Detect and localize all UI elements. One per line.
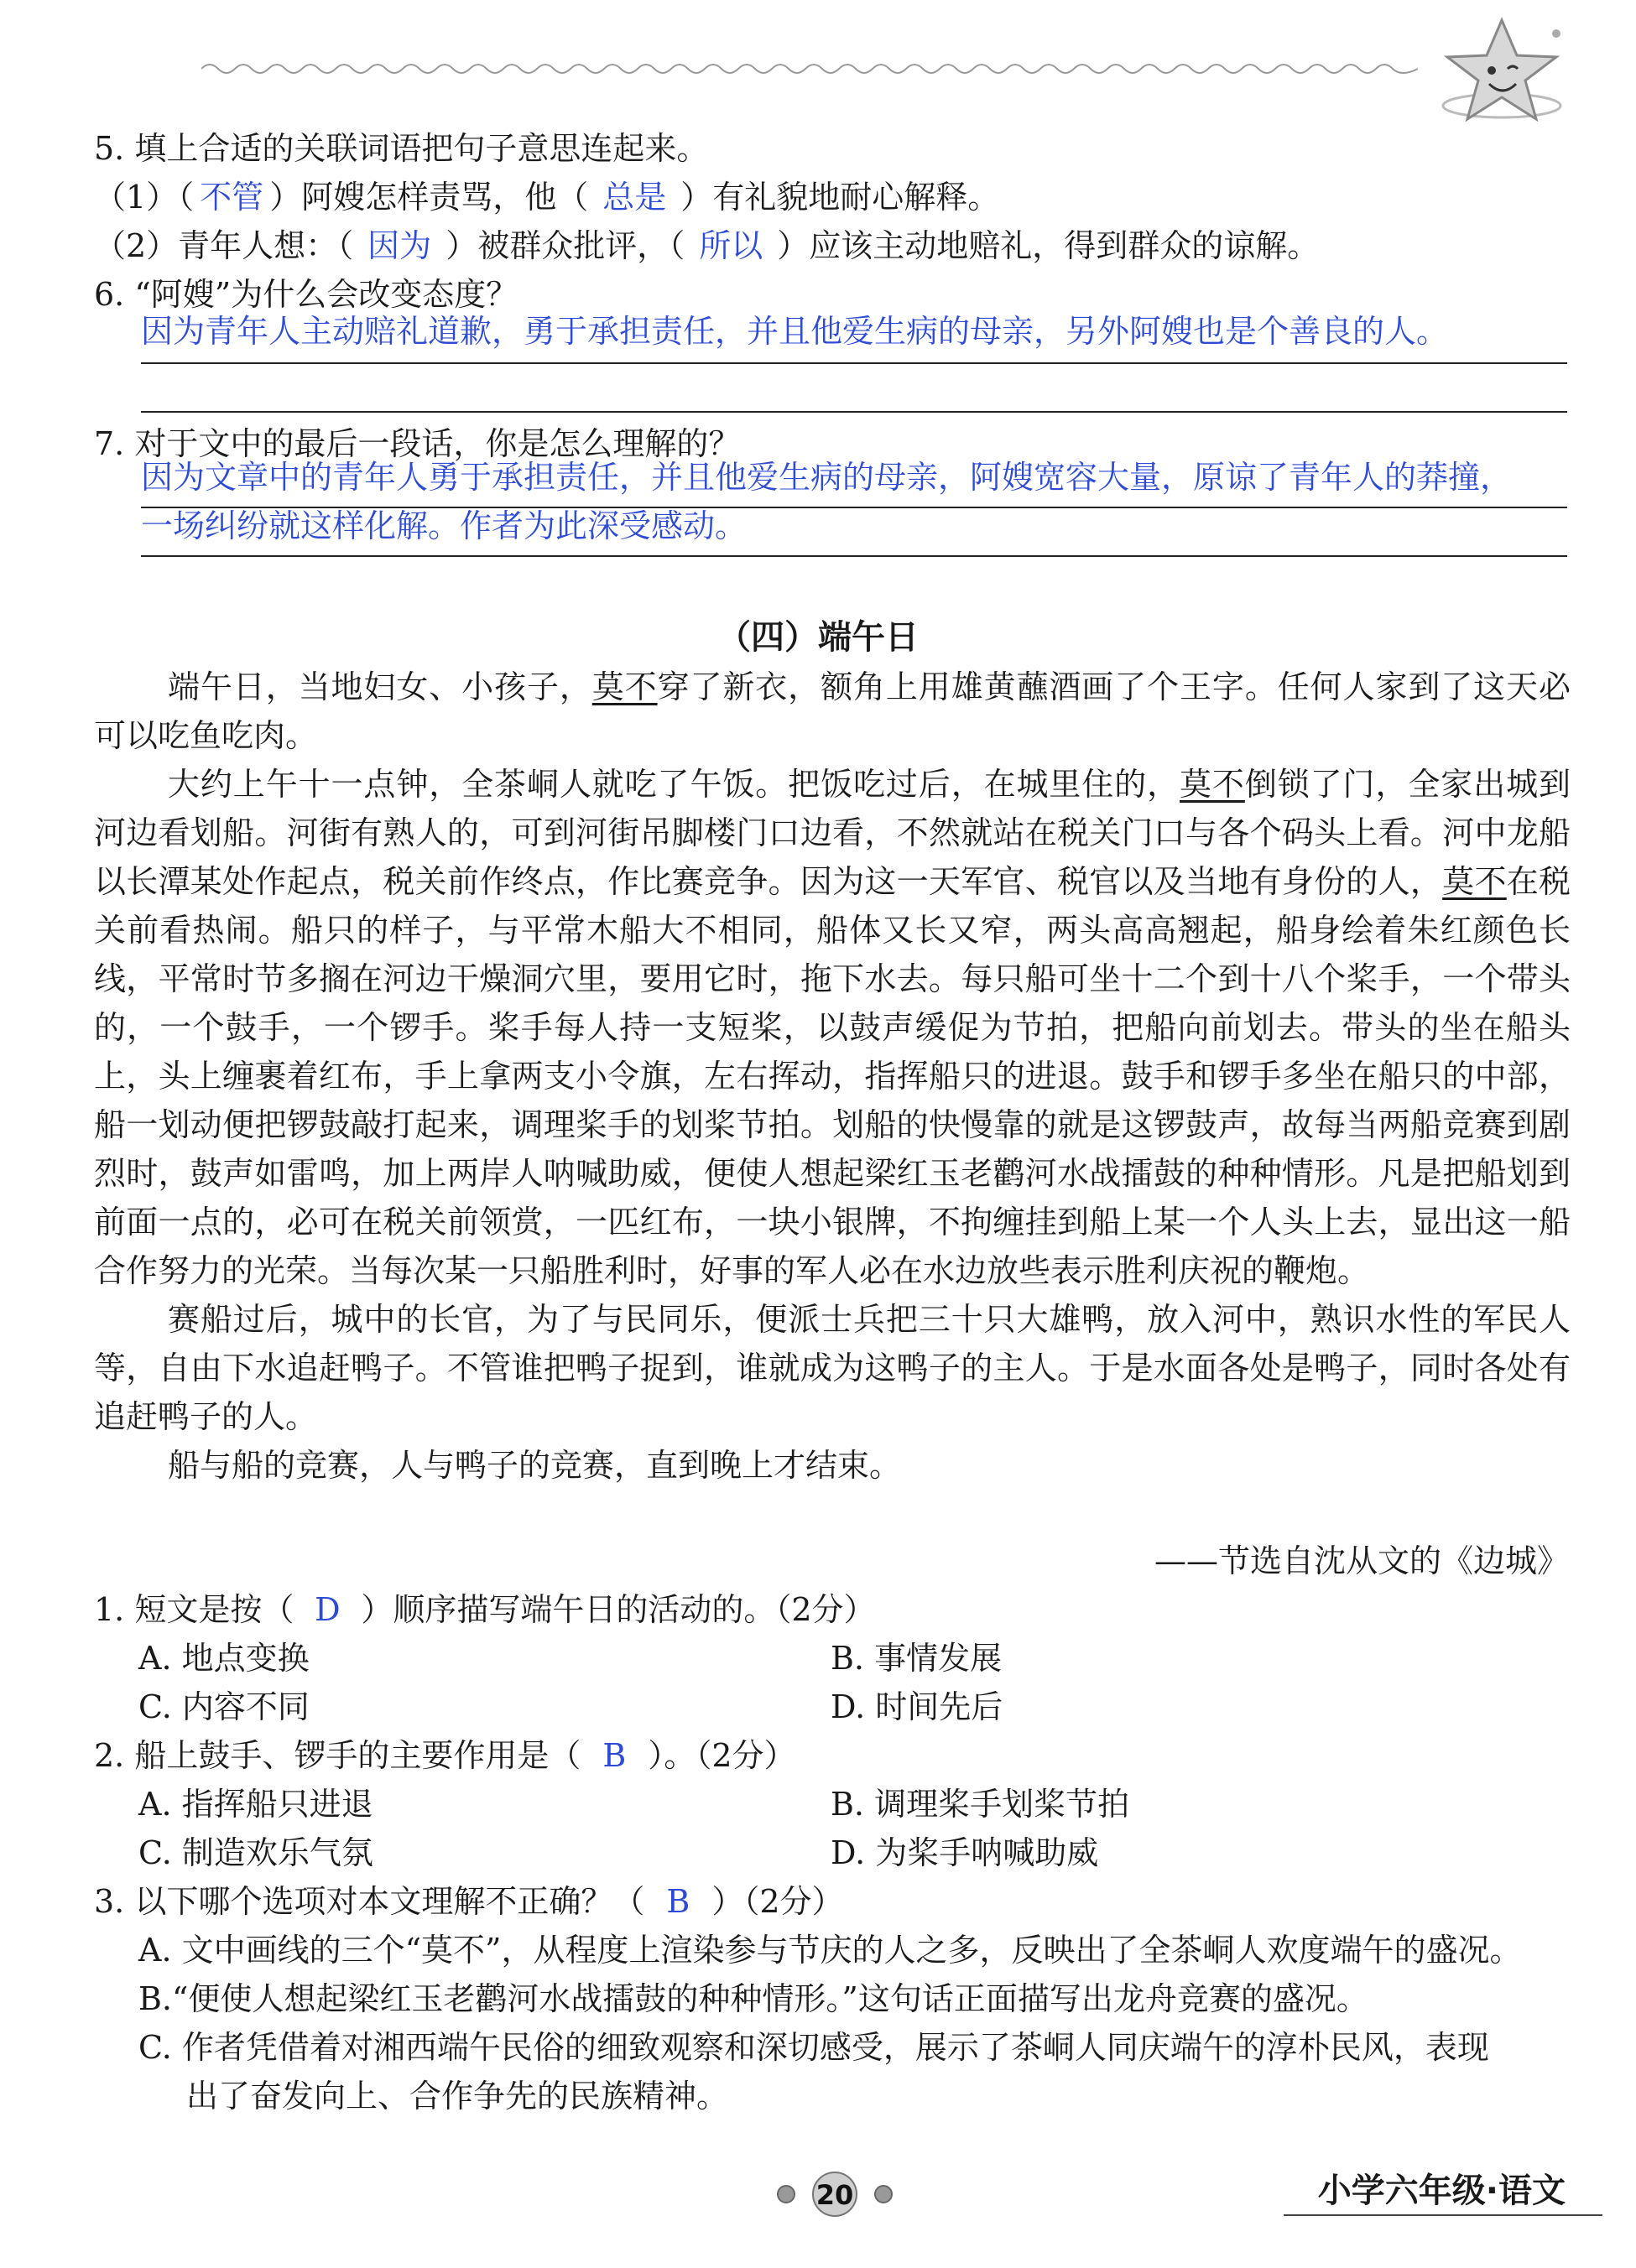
- p2-underlined-mobu-2: 莫不: [1442, 863, 1507, 900]
- q5-s2-answer-2: 所以: [699, 227, 763, 264]
- q7-answer-line-1: 因为文章中的青年人勇于承担责任，并且他爱生病的母亲，阿嫂宽容大量，原谅了青年人的莽撞，: [141, 459, 1513, 496]
- p1-text-b: 穿了新衣，额角上用雄黄蘸酒画了个王字。任何人家到了这天必可以吃鱼吃肉。: [94, 668, 1571, 754]
- footer-grade-subject: 小学六年级·语文: [1317, 2172, 1566, 2210]
- page-number-badge: [776, 2169, 894, 2219]
- q5-s1-part-a: （1）（: [94, 179, 195, 216]
- mc-q3-option-c-line-2: 出了奋发向上、合作争先的民族精神。: [186, 2078, 729, 2115]
- q5-sentence-2: [94, 221, 1319, 270]
- q6-answer-line-1: [141, 362, 1567, 364]
- mc-q3-option-c-line-1: C. 作者凭借着对湘西端午民俗的细致观察和深切感受，展示了茶峒人同庆端午的淳朴民风，表现: [138, 2029, 1489, 2066]
- q5-s1-part-b: ）阿嫂怎样责骂，他（: [269, 179, 589, 216]
- q7-prompt: 7. 对于文中的最后一段话，你是怎么理解的？: [94, 425, 741, 462]
- mc-q2-part-b: ）。（2分）: [648, 1737, 796, 1774]
- q5-s1-answer-1: 不管: [200, 179, 264, 216]
- mc-q2-option-d: D. 为桨手呐喊助威: [831, 1834, 1099, 1871]
- q6-prompt: 6. “阿嫂”为什么会改变态度？: [94, 276, 518, 313]
- mc-q3-answer: B: [666, 1883, 690, 1920]
- mc-q1-part-b: ）顺序描写端午日的活动的。（2分）: [361, 1591, 876, 1628]
- p2-underlined-mobu-1: 莫不: [1180, 766, 1245, 803]
- mc-q3: [94, 1877, 844, 1926]
- passage-paragraph-3: 赛船过后，城中的长官，为了与民同乐，便派士兵把三十只大雄鸭，放入河中，熟识水性的军民人等，自由下水追赶鸭子。不管谁把鸭子捉到，谁就成为这鸭子的主人。于是水面各处是鸭子，同时各处有追赶鸭子的人。: [94, 1301, 1571, 1435]
- mc-q2: [94, 1731, 796, 1780]
- mc-q1-part-a: 1. 短文是按（: [94, 1591, 294, 1628]
- p2-text-a: 大约上午十一点钟，全茶峒人就吃了午饭。把饭吃过后，在城里住的，: [168, 766, 1180, 803]
- mc-q1-option-c: C. 内容不同: [138, 1688, 310, 1725]
- footer-rule: [1284, 2214, 1602, 2216]
- p1-text-a: 端午日，当地妇女、小孩子，: [168, 668, 592, 705]
- q5-prompt: 5. 填上合适的关联词语把句子意思连起来。: [94, 130, 709, 167]
- q5-s2-part-c: ）应该主动地赔礼，得到群众的谅解。: [777, 227, 1320, 264]
- mc-q2-answer: B: [602, 1737, 627, 1774]
- mc-q2-option-b: B. 调理桨手划桨节拍: [831, 1786, 1130, 1823]
- mc-q2-part-a: 2. 船上鼓手、锣手的主要作用是（: [94, 1737, 581, 1774]
- mc-q1-option-d: D. 时间先后: [831, 1688, 1003, 1725]
- q5-s1-part-c: ）有礼貌地耐心解释。: [680, 179, 1000, 216]
- mc-q2-option-a: A. 指挥船只进退: [138, 1786, 373, 1823]
- mc-q3-part-a: 3. 以下哪个选项对本文理解不正确？（: [94, 1883, 645, 1920]
- q7-answer-line-2: 一场纠纷就这样化解。作者为此深受感动。: [141, 507, 748, 544]
- mc-q1-option-b: B. 事情发展: [831, 1640, 1003, 1677]
- q5-s2-part-b: ）被群众批评，（: [445, 227, 685, 264]
- passage-paragraph-4: 船与船的竞赛，人与鸭子的竞赛，直到晚上才结束。: [168, 1447, 902, 1484]
- q6-answer: 因为青年人主动赔礼道歉，勇于承担责任，并且他爱生病的母亲，另外阿嫂也是个善良的人。: [141, 313, 1449, 350]
- q5-sentence-1: [94, 173, 999, 221]
- mc-q1: [94, 1585, 876, 1634]
- mc-q2-option-c: C. 制造欢乐气氛: [138, 1834, 373, 1871]
- mc-q3-option-b: B.“便使人想起梁红玉老鹳河水战擂鼓的种种情形。”这句话正面描写出龙舟竞赛的盛况。: [138, 1980, 1368, 2017]
- header-wave-divider: [201, 59, 1418, 79]
- p1-underlined-mobu: 莫不: [591, 668, 658, 705]
- passage-body: [94, 663, 1571, 1490]
- passage-title: （四）端午日: [717, 618, 919, 657]
- page-number: 20: [815, 2179, 854, 2211]
- q7-rule-2: [141, 555, 1567, 557]
- passage-paragraph-2: [94, 760, 1571, 1295]
- mc-q3-option-a: A. 文中画线的三个“莫不”，从程度上渲染参与节庆的人之多，反映出了全茶峒人欢度端午的盛况。: [138, 1932, 1522, 1969]
- p2-text-b: 倒锁了门，全家出城到河边看划船。河街有熟人的，可到河街吊脚楼门口边看，不然就站在税关门口与各个码头上看。河中龙船以长潭某处作起点，税关前作终点，作比赛竞争。因为这一天军官、税官以及当地有身份的人，: [94, 766, 1571, 900]
- p2-text-c: 在税关前看热闹。船只的样子，与平常木船大不相同，船体又长又窄，两头高高翘起，船身绘着朱红颜色长线，平常时节多搁在河边干燥洞穴里，要用它时，拖下水去。每只船可坐十二个到十八个桨手，一个带头的，一个鼓手，一个锣手。桨手每人持一支短桨，以鼓声缓促为节拍，把船向前划去。带头的坐在船头上，头上缠裹着红布，手上拿两支小令旗，左右挥动，指挥船只的进退。鼓手和锣手多坐在船只的中部，船一划动便把锣鼓敲打起来，调理桨手的划桨节拍。划船的快慢靠的就是这锣鼓声，故每当两船竞赛到剧烈时，鼓声如雷鸣，加上两岸人呐喊助威，便使人想起梁红玉老鹳河水战擂鼓的种种情形。凡是把船划到前面一点的，必可在税关前领赏，一匹红布，一块小银牌，不拘缠挂到船上某一个人头上去，显出这一船合作努力的光荣。当每次某一只船胜利时，好事的军人必在水边放些表示胜利庆祝的鞭炮。: [94, 863, 1571, 1289]
- mc-q1-option-a: A. 地点变换: [138, 1640, 310, 1677]
- q5-s2-part-a: （2）青年人想：（: [94, 227, 354, 264]
- passage-source: ——节选自沈从文的《边城》: [1154, 1542, 1569, 1579]
- q6-answer-line-2: [141, 411, 1567, 413]
- q5-s1-answer-2: 总是: [602, 179, 667, 216]
- mc-q1-answer: D: [315, 1591, 341, 1628]
- passage-paragraph-1: [94, 663, 1571, 760]
- mc-q3-part-b: ）（2分）: [711, 1883, 844, 1920]
- star-mascot-icon: [1430, 15, 1573, 133]
- q5-s2-answer-1: 因为: [367, 227, 432, 264]
